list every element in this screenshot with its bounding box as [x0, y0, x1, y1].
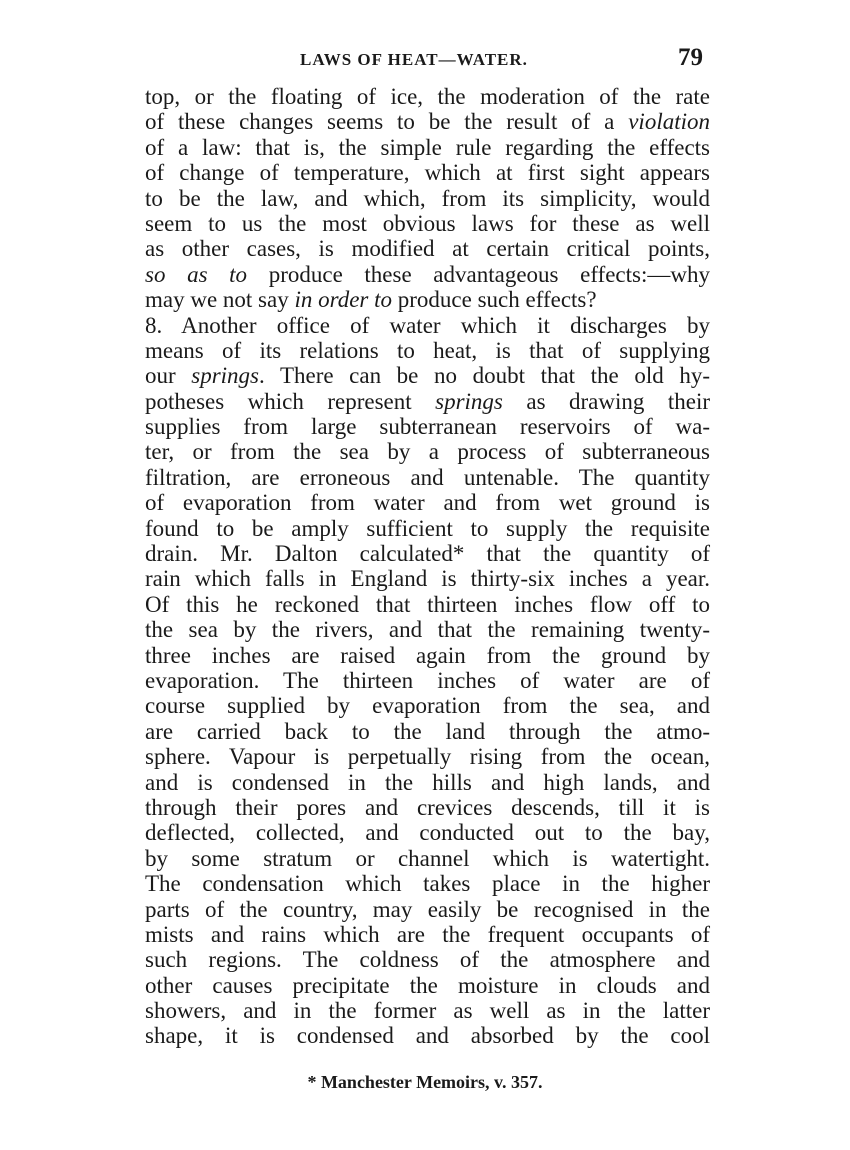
text-line: so as to produce these advantageous effects:—why [145, 261, 710, 287]
running-head [0, 44, 850, 84]
text-line: potheses which represent springs as drawing their [145, 388, 710, 414]
text-line: top, or the floating of ice, the moderation of the rate [145, 84, 710, 109]
text-line: course supplied by evaporation from the sea, and [145, 693, 710, 719]
text-line: evaporation. The thirteen inches of water are of [145, 667, 710, 693]
text-line: to be the law, and which, from its simplicity, would [145, 185, 710, 211]
text-line: rain which falls in England is thirty-six inches a year. [145, 566, 710, 592]
running-title: LAWS OF HEAT—WATER. [300, 50, 528, 69]
text-line: found to be amply sufficient to supply the requisite [145, 515, 710, 541]
text-line: three inches are raised again from the ground by [145, 642, 710, 668]
text-line: 8. Another office of water which it discharges by [145, 312, 710, 338]
text-line: shape, it is condensed and absorbed by the cool [145, 1023, 710, 1049]
text-line: supplies from large subterranean reservoirs of wa- [145, 414, 710, 440]
text-line: as other cases, is modified at certain critical points, [145, 236, 710, 262]
text-line: means of its relations to heat, is that of supplying [145, 337, 710, 363]
text-line: Of this he reckoned that thirteen inches flow off to [145, 591, 710, 617]
text-line: seem to us the most obvious laws for these as well [145, 210, 710, 236]
text-line: showers, and in the former as well as in the latter [145, 998, 710, 1024]
text-line: such regions. The coldness of the atmosphere and [145, 947, 710, 973]
page-number: 79 [678, 44, 703, 71]
text-line: filtration, are erroneous and untenable. The quantity [145, 464, 710, 490]
text-line: drain. Mr. Dalton calculated* that the quantity of [145, 541, 710, 567]
text-line: mists and rains which are the frequent occupants of [145, 921, 710, 947]
text-line: The condensation which takes place in the higher [145, 871, 710, 897]
text-line: sphere. Vapour is perpetually rising from the ocean, [145, 744, 710, 770]
text-line: may we not say in order to produce such effects? [145, 287, 597, 313]
text-line: are carried back to the land through the atmo- [145, 718, 710, 744]
text-line: of a law: that is, the simple rule regarding the effects [145, 134, 710, 160]
text-line: other causes precipitate the moisture in clouds and [145, 972, 710, 998]
text-line: of evaporation from water and from wet ground is [145, 490, 710, 516]
footnote: * Manchester Memoirs, v. 357. [307, 1072, 543, 1092]
text-line: by some stratum or channel which is watertight. [145, 845, 710, 871]
text-line: and is condensed in the hills and high lands, and [145, 769, 710, 795]
text-line: of these changes seems to be the result of a violation [145, 109, 710, 135]
text-line: of change of temperature, which at first sight appears [145, 160, 710, 186]
body-text [145, 84, 710, 1049]
text-line: the sea by the rivers, and that the remaining twenty- [145, 617, 710, 643]
text-line: ter, or from the sea by a process of subterraneous [145, 439, 710, 465]
text-line: deflected, collected, and conducted out to the bay, [145, 820, 710, 846]
text-line: our springs. There can be no doubt that the old hy- [145, 363, 710, 389]
text-line: parts of the country, may easily be recognised in the [145, 896, 710, 922]
text-line: through their pores and crevices descends, till it is [145, 794, 710, 820]
